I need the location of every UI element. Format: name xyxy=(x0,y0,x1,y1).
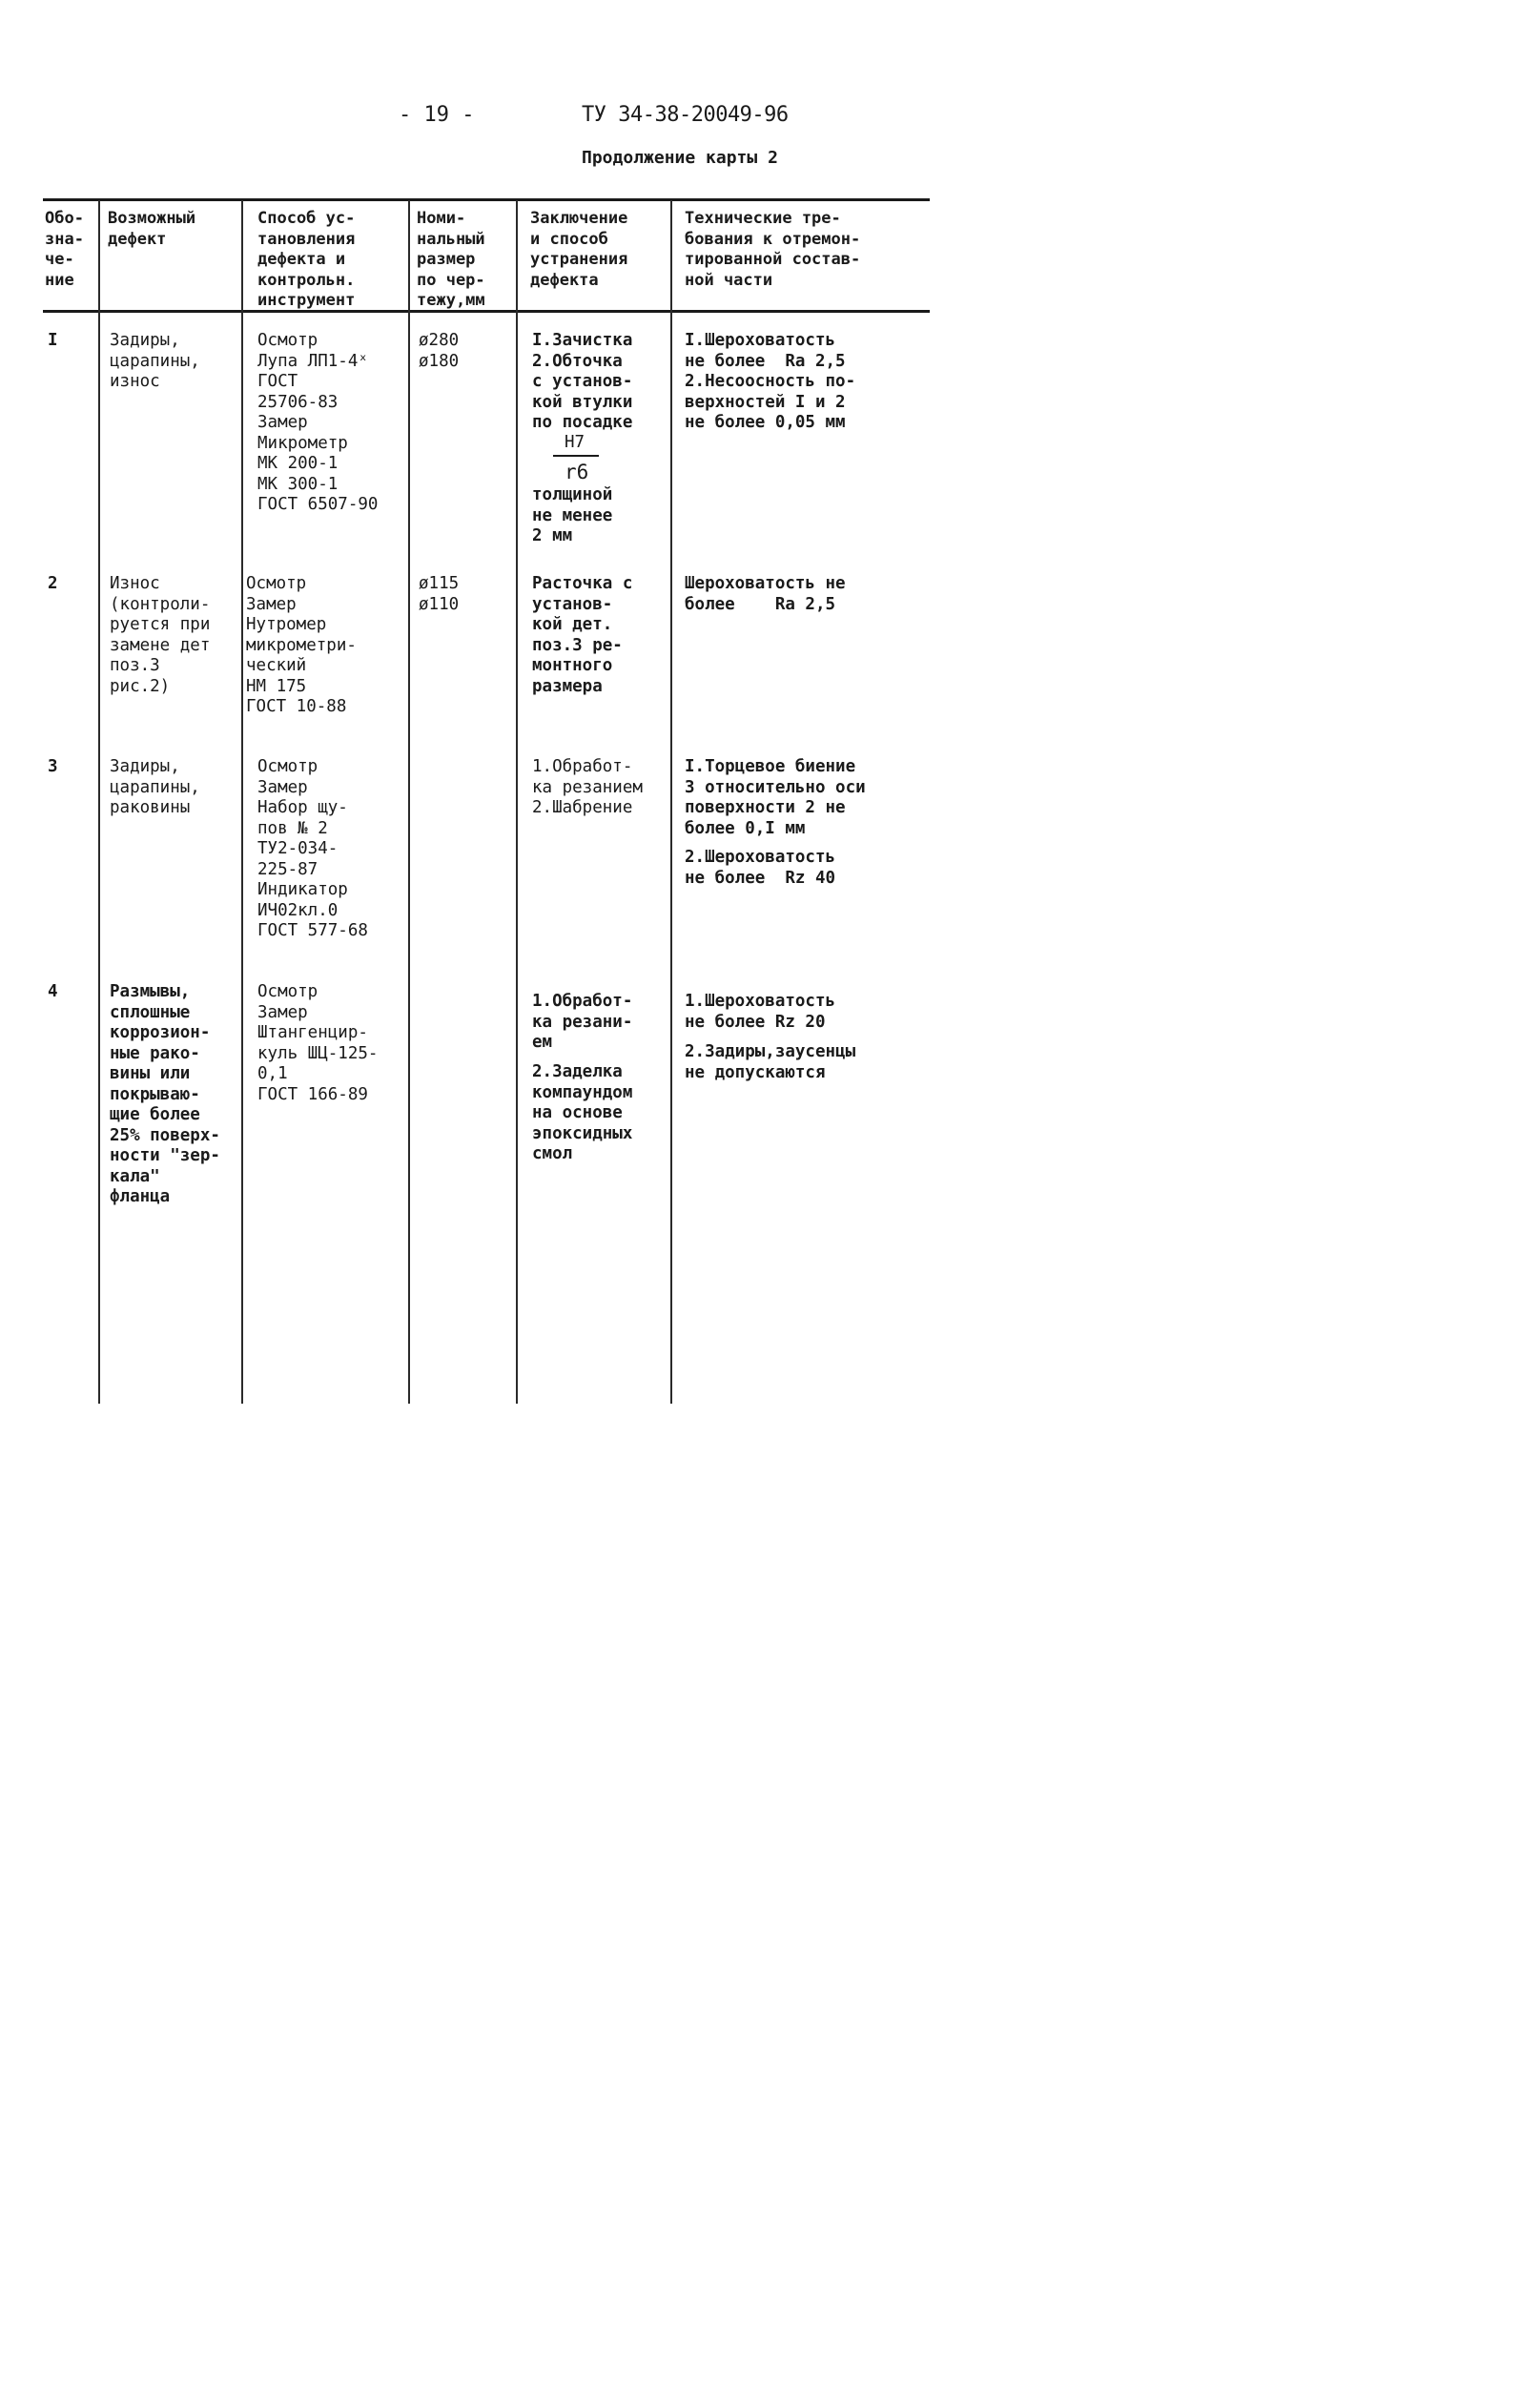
column-divider xyxy=(98,200,100,1404)
row-requirements: Шероховатость не более Ra 2,5 xyxy=(685,574,846,614)
fit-denominator: r6 xyxy=(565,461,589,483)
row-remedy-continued: толщиной не менее 2 мм xyxy=(532,485,613,545)
row-requirements: 1.Шероховатость не более Rz 20 xyxy=(685,992,836,1032)
column-divider xyxy=(408,200,410,1404)
row-method: Осмотр Замер Набор щу- пов № 2 ТУ2-034- 225-87 Индикатор ИЧ02кл.0 ГОСТ 577-68 xyxy=(257,757,368,940)
row-defect: Размывы, сплошные коррозион- ные рако- вины или покрываю- щие более 25% поверх- ности "зер- кала" фланца xyxy=(110,982,220,1206)
row-method: Осмотр Лупа ЛП1-4ˣ ГОСТ 25706-83 Замер Микрометр МК 200-1 МК 300-1 ГОСТ 6507-90 xyxy=(257,331,379,514)
row-remedy-2: 2.Заделка компаундом на основе эпоксидных смол xyxy=(532,1062,633,1163)
column-header-defect: Возможный дефект xyxy=(108,209,196,249)
row-remedy: I.Зачистка 2.Обточка с установ- кой втулки по посадке xyxy=(532,331,633,432)
row-requirements: I.Торцевое биение 3 относительно оси поверхности 2 не более 0,I мм xyxy=(685,757,866,838)
row-requirements-2: 2.Задиры,заусенцы не допускаются xyxy=(685,1042,856,1082)
row-nominal-size: ø115 ø110 xyxy=(419,574,460,614)
row-requirements: I.Шероховатость не более Ra 2,5 2.Несоосность по- верхностей I и 2 не более 0,05 мм xyxy=(685,331,856,432)
column-divider xyxy=(516,200,518,1404)
row-designation: I xyxy=(48,331,58,350)
row-designation: 4 xyxy=(48,982,58,1001)
document-code: ТУ 34-38-20049-96 xyxy=(582,103,789,127)
row-remedy: 1.Обработ- ка резани- ем xyxy=(532,992,633,1052)
column-divider xyxy=(241,200,243,1404)
fit-fraction-bar xyxy=(553,455,599,457)
row-defect: Задиры, царапины, раковины xyxy=(110,757,200,817)
row-nominal-size: ø280 ø180 xyxy=(419,331,460,371)
table-top-rule xyxy=(43,198,930,201)
column-header-nominal-size: Номи- нальный размер по чер- тежу,мм xyxy=(417,209,485,310)
column-header-designation: Обо- зна- че- ние xyxy=(45,209,84,290)
row-method: Осмотр Замер Нутромер микрометри- ческий НМ 175 ГОСТ 10-88 xyxy=(246,574,357,716)
row-defect: Износ (контроли- руется при замене дет поз.3 рис.2) xyxy=(110,574,211,696)
row-defect: Задиры, царапины, износ xyxy=(110,331,200,391)
page-number: - 19 - xyxy=(399,103,475,127)
table-header-rule xyxy=(43,310,930,313)
fit-numerator: H7 xyxy=(565,433,585,452)
column-header-remedy: Заключение и способ устранения дефекта xyxy=(530,209,628,290)
row-remedy: 1.Обработ- ка резанием 2.Шабрение xyxy=(532,757,643,817)
row-remedy: Расточка с установ- кой дет. поз.3 ре- монтного размера xyxy=(532,574,633,696)
row-designation: 2 xyxy=(48,574,58,593)
row-designation: 3 xyxy=(48,757,58,776)
column-header-requirements: Технические тре- бования к отремон- тированной состав- ной части xyxy=(685,209,861,290)
row-requirements-2: 2.Шероховатость не более Rz 40 xyxy=(685,848,836,888)
row-method: Осмотр Замер Штангенцир- куль ШЦ-125- 0,1 ГОСТ 166-89 xyxy=(257,982,379,1104)
continuation-title: Продолжение карты 2 xyxy=(582,148,778,168)
column-header-detection-method: Способ ус- тановления дефекта и контрольн. инструмент xyxy=(257,209,356,310)
column-divider xyxy=(670,200,672,1404)
